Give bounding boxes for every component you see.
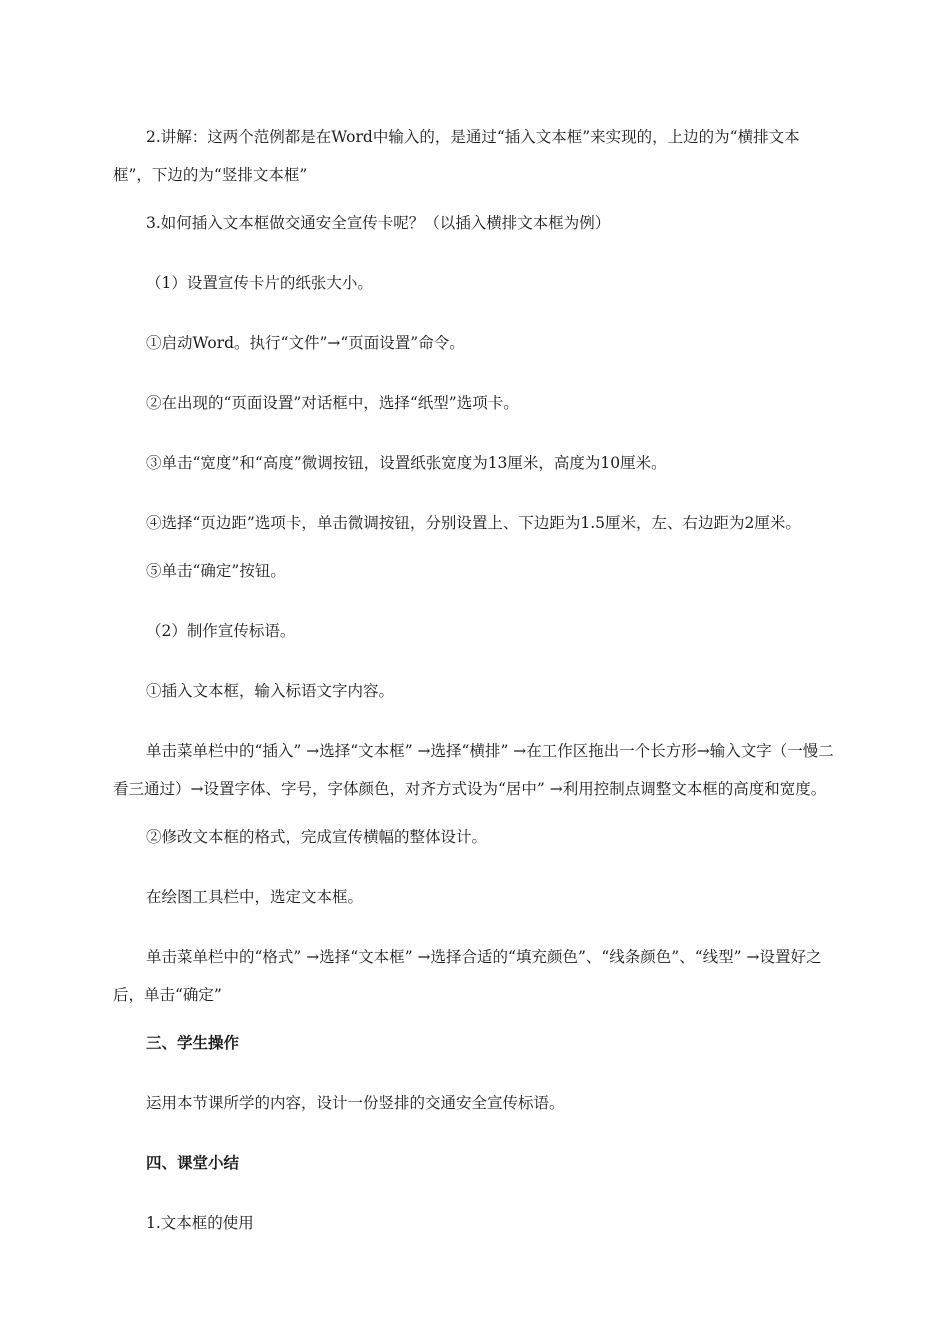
paragraph: ④选择“页边距”选项卡，单击微调按钮，分别设置上、下边距为1.5厘米，左、右边距为2厘米。 [146,514,801,532]
paragraph: ①启动Word。执行“文件”→“页面设置”命令。 [146,334,465,352]
paragraph: ②修改文本框的格式，完成宣传横幅的整体设计。 [146,828,488,846]
paragraph: （1）设置宣传卡片的纸张大小。 [146,274,373,292]
paragraph: 3.如何插入文本框做交通安全宣传卡呢？（以插入横排文本框为例） [146,214,611,232]
paragraph: ②在出现的“页面设置”对话框中，选择“纸型”选项卡。 [146,394,519,412]
paragraph: 1.文本框的使用 [146,1214,254,1232]
paragraph: ③单击“宽度”和“高度”微调按钮，设置纸张宽度为13厘米，高度为10厘米。 [146,454,667,472]
paragraph: 单击菜单栏中的“插入” →选择“文本框” →选择“横排” →在工作区拖出一个长方形→输入文字（一慢二看三通过）→设置字体、字号，字体颜色，对齐方式设为“居中” →利用控制点调整文本框的高度和宽度。 [113,742,834,798]
document-page [113,118,838,1264]
section-heading: 四、课堂小结 [146,1154,240,1172]
paragraph: ①插入文本框，输入标语文字内容。 [146,682,395,700]
paragraph: 在绘图工具栏中，选定文本框。 [146,888,364,906]
paragraph: （2）制作宣传标语。 [146,622,296,640]
paragraph: 单击菜单栏中的“格式” →选择“文本框” →选择合适的“填充颜色”、“线条颜色”、“线型” →设置好之后，单击“确定” [113,948,822,1004]
paragraph: 运用本节课所学的内容，设计一份竖排的交通安全宣传标语。 [146,1094,565,1112]
section-heading: 三、学生操作 [146,1034,240,1052]
paragraph: ⑤单击“确定”按钮。 [146,562,286,580]
paragraph: 2.讲解：这两个范例都是在Word中输入的，是通过“插入文本框”来实现的，上边的为“横排文本框”，下边的为“竖排文本框” [113,128,800,184]
